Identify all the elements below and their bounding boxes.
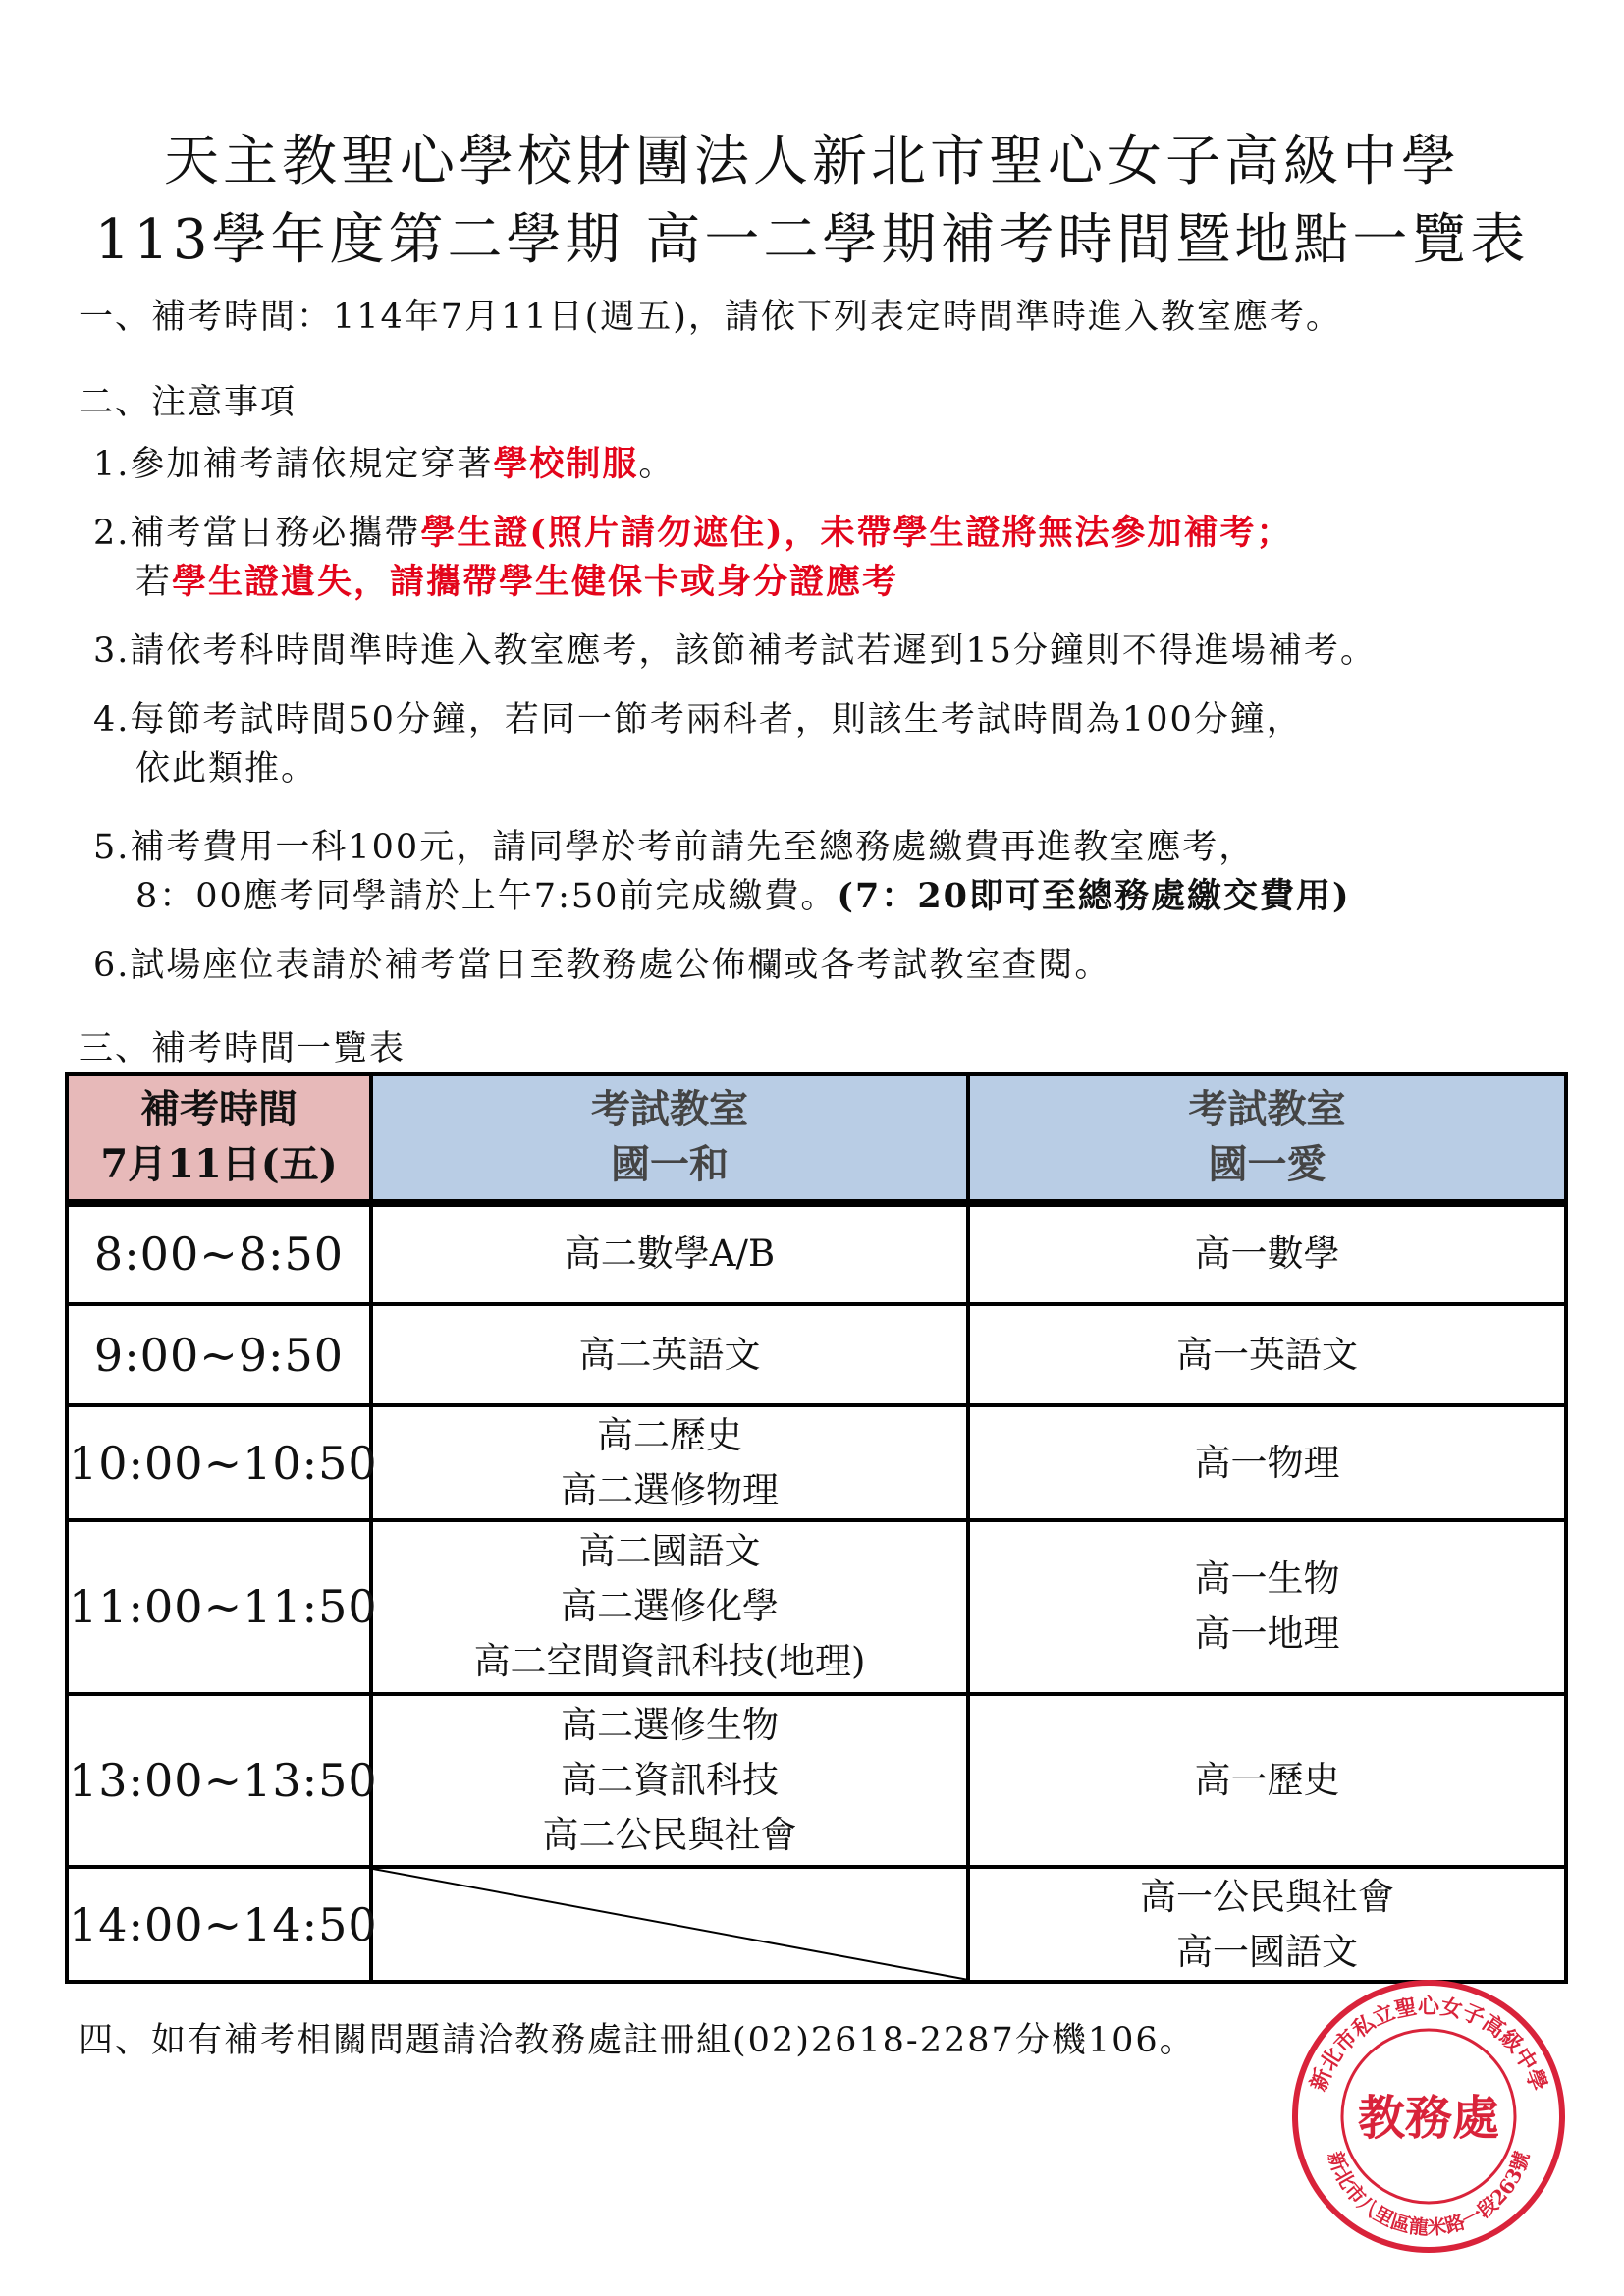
notes-heading: 二、注意事項 [79, 383, 298, 422]
time-slot: 13:00~13:50 [67, 1694, 371, 1868]
room1-subjects [371, 1203, 968, 1304]
subject: 高二資訊科技 [561, 1759, 779, 1802]
table-row [67, 1203, 1566, 1304]
header-room1-cell [371, 1074, 968, 1203]
subject: 高二空間資訊科技(地理) [473, 1640, 866, 1683]
header-time-label: 補考時間 [140, 1086, 298, 1133]
header-room2-cell [968, 1074, 1566, 1203]
note-1-emphasis: 學校制服 [493, 444, 639, 484]
note-2b-text: 若 [135, 563, 173, 602]
subject: 高二選修生物 [561, 1704, 779, 1747]
schedule-heading: 三、補考時間一覽表 [79, 1029, 406, 1068]
subject: 高一生物 [1194, 1558, 1340, 1601]
time-slot: 11:00~11:50 [67, 1520, 371, 1694]
subject: 高二選修物理 [561, 1468, 779, 1511]
note-5-continued [135, 872, 1351, 921]
room2-subjects [968, 1694, 1566, 1868]
academic-affairs-seal [1286, 1974, 1571, 2259]
room1-subjects [371, 1304, 968, 1405]
header-room2-name: 國一愛 [1208, 1141, 1326, 1188]
subject: 高一公民與社會 [1140, 1875, 1394, 1918]
note-5b-emphasis: (7：20即可至總務處繳交費用) [837, 876, 1351, 916]
note-2-continued [135, 558, 898, 607]
empty-diagonal-cell [371, 1867, 968, 1982]
room2-subjects [968, 1405, 1566, 1520]
header-room2-label: 考試教室 [1188, 1086, 1346, 1133]
contact-statement: 四、如有補考相關問題請洽教務處註冊組(02)2618-2287分機106。 [79, 2021, 1196, 2060]
note-2b-emphasis: 學生證遺失，請攜帶學生健保卡或身分證應考 [172, 562, 899, 602]
room2-subjects [968, 1203, 1566, 1304]
subject: 高二國語文 [578, 1530, 761, 1573]
time-slot: 9:00~9:50 [67, 1304, 371, 1405]
header-room1-name: 國一和 [611, 1141, 729, 1188]
subject: 高一地理 [1194, 1613, 1340, 1656]
subject: 高二數學A/B [564, 1232, 776, 1276]
header-room1-label: 考試教室 [591, 1086, 748, 1133]
header-time-cell [67, 1074, 371, 1203]
subject: 高一歷史 [1194, 1759, 1340, 1802]
table-row [67, 1304, 1566, 1405]
table-header-row [67, 1074, 1566, 1203]
note-5: 5.補考費用一科100元，請同學於考前請先至總務處繳費再進教室應考， [93, 828, 1256, 867]
note-2 [93, 509, 1293, 558]
diagonal-line [373, 1869, 966, 1980]
table-row [67, 1520, 1566, 1694]
subject: 高二歷史 [597, 1413, 742, 1456]
makeup-exam-schedule-table [65, 1072, 1568, 1984]
seal-ring-top-text: 新北市私立聖心女子高級中學 [1305, 1994, 1552, 2095]
note-6: 6.試場座位表請於補考當日至教務處公佈欄或各考試教室查閱。 [93, 946, 1111, 985]
exam-time-statement: 一、補考時間：114年7月11日(週五)，請依下列表定時間準時進入教室應考。 [79, 298, 1342, 337]
note-1-end: 。 [638, 445, 676, 484]
header-date-label: 7月11日(五) [100, 1141, 338, 1188]
note-5b-text: 8：00應考同學請於上午7:50前完成繳費。 [135, 877, 838, 916]
document-title: 113學年度第二學期 高一二學期補考時間暨地點一覽表 [94, 208, 1530, 272]
room2-subjects [968, 1867, 1566, 1982]
subject: 高一數學 [1194, 1232, 1340, 1276]
subject: 高一英語文 [1176, 1333, 1358, 1376]
note-1-text: 1.參加補考請依規定穿著 [93, 445, 494, 484]
room1-subjects [371, 1405, 968, 1520]
table-row [67, 1694, 1566, 1868]
room1-subjects [371, 1520, 968, 1694]
seal-center-text: 教務處 [1357, 2091, 1500, 2146]
note-4-continued: 依此類推。 [135, 749, 318, 789]
school-title: 天主教聖心學校財團法人新北市聖心女子高級中學 [164, 130, 1460, 193]
note-3: 3.請依考科時間準時進入教室應考，該節補考試若遲到15分鐘則不得進場補考。 [93, 631, 1377, 671]
note-2-text: 2.補考當日務必攜帶 [93, 514, 421, 553]
seal-ring-bottom-text: 新北市八里區龍米路一段263號 [1323, 2148, 1535, 2240]
time-slot: 8:00~8:50 [67, 1203, 371, 1304]
note-2-emphasis: 學生證(照片請勿遮住)，未帶學生證將無法參加補考； [420, 513, 1293, 553]
room2-subjects [968, 1520, 1566, 1694]
subject: 高一物理 [1194, 1441, 1340, 1484]
table-row [67, 1405, 1566, 1520]
note-4: 4.每節考試時間50分鐘，若同一節考兩科者，則該生考試時間為100分鐘， [93, 700, 1303, 739]
subject: 高二英語文 [578, 1333, 761, 1376]
subject: 高二公民與社會 [542, 1814, 797, 1857]
room1-subjects [371, 1694, 968, 1868]
time-slot: 14:00~14:50 [67, 1867, 371, 1982]
time-slot: 10:00~10:50 [67, 1405, 371, 1520]
room2-subjects [968, 1304, 1566, 1405]
subject: 高一國語文 [1176, 1930, 1358, 1973]
table-row [67, 1867, 1566, 1982]
note-1 [93, 440, 675, 489]
subject: 高二選修化學 [561, 1585, 779, 1628]
